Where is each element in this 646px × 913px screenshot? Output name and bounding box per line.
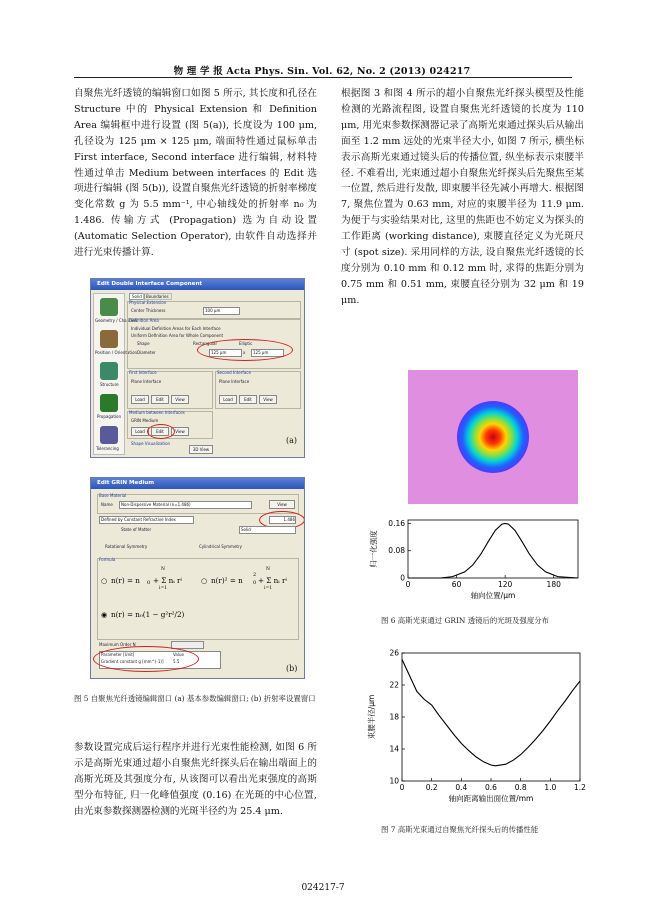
side-item-structure: Structure: [100, 382, 119, 387]
medium-edit-button[interactable]: Edit: [151, 427, 169, 436]
position-icon: [100, 330, 118, 348]
radio-uniform[interactable]: Uniform Definition Area for Whole Component: [131, 333, 224, 338]
gaussian-spot: [457, 401, 529, 473]
fig5a-titlebar: Edit Double Interface Component: [91, 279, 304, 290]
side-item-tolerancing: Tolerancing: [96, 446, 119, 451]
param-column-header: Parameter [Unit]: [101, 652, 135, 657]
y-tick-label: 18: [389, 712, 399, 722]
side-item-geometry: Geometry / Channels: [95, 318, 138, 323]
state-of-matter-label: State of Matter: [121, 527, 152, 532]
second-interface-label: Second Interface: [217, 370, 251, 375]
rotational-symmetry-radio[interactable]: Rotational Symmetry: [105, 544, 148, 549]
param-row-value[interactable]: 5.5: [173, 659, 180, 664]
tab-solid[interactable]: Solid: [129, 293, 145, 300]
shape-elliptic-radio[interactable]: Elliptic: [239, 341, 253, 346]
diameter-y-input[interactable]: 125 μm: [251, 349, 284, 357]
x-tick-label: 0.8: [514, 783, 527, 792]
diameter-x-input[interactable]: 125 μm: [209, 349, 242, 357]
material-view-button[interactable]: View: [269, 500, 295, 509]
right-paragraph-1: 根据图 3 和图 4 所示的超小自聚焦光纤探头模型及性能检测的光路流程图, 设置自聚焦光纤透镜的长度为 110 μm, 用光束参数探测器记录了高斯光束通过探头后从输出面至 1.2 mm 远处的光束半径大小, 如图 7 所示, 横坐标表示高斯光束通过镜头后的传播位置, 纵坐标表示束腰半径. 不难看出, 光束通过超小自聚焦光纤探头后先聚焦至某一位置, 然后进行发散, 即束腰半径先减小再增大. 根据图 7, 聚焦位置为 0.63 mm, 对应的束腰半径为 11.9 μm. 为便于与实验结果对比, 这里的焦距也不妨定义为探头的工作距离 (working distance), 束腰直径定义为光斑尺寸 (spot size). 采用同样的方法, 设自聚焦光纤透镜的长度分别为 0.10 mm 和 0.12 mm 时, 求得的焦距分别为 0.75 mm 和 0.51 mm, 束腰直径分别为 32 μm 和 19 μm.: [341, 88, 584, 306]
definition-area-label: Definition Area: [129, 318, 159, 323]
y-tick-label: 0: [400, 573, 405, 583]
name-label: Name: [101, 502, 113, 507]
page-number: 024217-7: [301, 883, 345, 893]
gaussian-spot-image: [408, 370, 578, 504]
center-thickness-input[interactable]: 100 μm: [203, 307, 240, 315]
x-tick-label: 180: [546, 580, 561, 589]
formula-3-radio-icon[interactable]: ◉: [101, 610, 108, 619]
fig5b-dialog: [90, 477, 305, 679]
side-item-propagation: Propagation: [97, 414, 121, 419]
x-tick-label: 0: [399, 783, 405, 792]
formula-label: Formula: [99, 557, 116, 562]
second-edit-button[interactable]: Edit: [239, 395, 257, 404]
formula-2-sum-top: N: [266, 567, 270, 572]
formula-1-sub: 0: [147, 580, 151, 586]
first-view-button[interactable]: View: [171, 395, 189, 404]
grin-medium-label: GRIN Medium: [131, 418, 159, 423]
x-tick-label: 0.4: [455, 783, 468, 792]
first-edit-button[interactable]: Edit: [151, 395, 169, 404]
x-axis-label: 轴向位置/μm: [470, 591, 516, 600]
center-thickness-label: Center Thickness: [131, 308, 166, 313]
formula-2-sub: 0: [253, 580, 257, 586]
y-tick-label: 0.16: [388, 518, 405, 528]
state-of-matter-select[interactable]: Solid: [239, 526, 296, 534]
fig7-caption: 图 7 高斯光束通过自聚焦光纤探头后的传播性能: [381, 825, 539, 834]
fig6-chart: [364, 504, 584, 614]
left-paragraph-2: 参数设置完成后运行程序并进行光束性能检测, 如图 6 所示是高斯光束通过超小自聚焦光纤探头后在输出端面上的高斯光斑及其强度分布, 从该图可以看出光束强度的高斯型分布特征, 归一化峰值强度 (0.16) 在光斑的中心位置, 由光束参数探测器检测的光斑半径约为 25.4 μm.: [74, 742, 317, 817]
formula-1-sum-top: N: [161, 567, 165, 572]
medium-between-label: Medium between Interfaces: [129, 410, 185, 415]
formula-1-rhs: + Σ nᵢ rⁱ: [153, 576, 182, 585]
defined-by-select[interactable]: Defined by Constant Refractive Index: [99, 516, 194, 524]
structure-icon: [100, 362, 118, 380]
y-tick-label: 22: [389, 680, 399, 690]
index-input[interactable]: 1.486: [269, 516, 296, 524]
x-tick-label: 1.0: [544, 783, 557, 792]
shape-rectangular-radio[interactable]: Rectangular: [193, 341, 218, 346]
second-view-button[interactable]: View: [259, 395, 277, 404]
series-line: [408, 523, 578, 578]
geometry-icon: [100, 298, 118, 316]
plot-frame: [408, 520, 578, 578]
x-tick-label: 0.2: [425, 783, 438, 792]
formula-1-radio-icon[interactable]: ○: [101, 576, 108, 585]
x-tick-label: 1.2: [574, 783, 586, 792]
medium-view-button[interactable]: View: [171, 427, 189, 436]
y-tick-label: 0.08: [388, 546, 405, 556]
left-paragraph-1: 自聚焦光纤透镜的编辑窗口如图 5 所示, 其长度和孔径在 Structure 中的 Physical Extension 和 Definition Area 编辑框中进行设置 (图 5(a)), 长度设为 100 μm, 孔径设为 125 μm × 125 μm, 端面特性通过鼠标单击 First interface, Second interface 进行编辑, 材料特性通过单击 Medium between interfaces 的 Edit 选项进行编辑 (图 5(b)), 设置自聚焦光纤透镜的折射率梯度变化常数 g 为 5.5 mm⁻¹, 中心轴线处的折射率 n₀ 为 1.486. 传输方式 (Propagation) 选为自动设置 (Automatic Selection Operator), 由软件自动选择并进行光束传播计算.: [74, 88, 317, 259]
highlight-oval: [197, 339, 293, 361]
tab-boundaries[interactable]: Boundaries: [143, 293, 172, 300]
y-axis-label: 归一化强度: [369, 530, 378, 568]
fig7-chart: [360, 645, 600, 825]
fig5b-titlebar: Edit GRIN Medium: [91, 478, 304, 489]
fig6-caption: 图 6 高斯光束通过 GRIN 透镜后的光斑及强度分布: [381, 616, 549, 625]
fig5a-tag: (a): [286, 436, 298, 445]
formula-3: n(r) = n₀(1 − g²r²/2): [111, 610, 185, 619]
x-tick-label: 0: [405, 580, 411, 589]
formula-2-radio-icon[interactable]: ○: [201, 576, 208, 585]
series-line: [402, 659, 580, 765]
value-column-header: Value: [173, 652, 184, 657]
running-header: 物 理 学 报 Acta Phys. Sin. Vol. 62, No. 2 (2013) 024217: [173, 66, 471, 77]
x-axis-label: 轴向距离输出面位置/mm: [448, 794, 534, 803]
fig5-caption: 图 5 自聚焦光纤透镜编辑窗口 (a) 基本参数编辑窗口; (b) 折射率设置窗口: [74, 694, 316, 703]
first-load-button[interactable]: Load: [131, 395, 149, 404]
diameter-label: Diameter: [137, 350, 156, 355]
formula-2-lhs: n(r)² = n: [211, 576, 243, 585]
side-item-position: Position / Orientation: [95, 350, 138, 355]
header-rule: [74, 77, 572, 78]
x-tick-label: 120: [497, 580, 513, 589]
y-tick-label: 14: [389, 744, 399, 754]
x-tick-label: 60: [451, 580, 462, 589]
radio-individual[interactable]: Individual Definition Areas for Each Interface: [131, 326, 221, 331]
formula-2-rhs: + Σ nᵢ rⁱ: [258, 576, 287, 585]
y-axis-label: 束腰半径/μm: [367, 694, 376, 740]
material-name-field[interactable]: Non-Dispersive Material (n=1.486): [119, 501, 252, 509]
edit-highlight-oval: [147, 424, 175, 439]
propagation-icon: [100, 394, 118, 412]
diameter-separator: x: [243, 350, 246, 355]
fig5a-dialog: [90, 278, 305, 458]
medium-load-button[interactable]: Load: [131, 427, 149, 436]
physical-extension-label: Physical Extension: [129, 300, 167, 305]
second-load-button[interactable]: Load: [219, 395, 237, 404]
view3d-button[interactable]: 3D View: [189, 445, 213, 454]
formula-2-sum-bottom: i=1: [264, 586, 273, 591]
x-tick-label: 0.6: [485, 783, 497, 792]
second-plane-interface: Plane Interface: [219, 379, 250, 384]
shape-visualization-label: Shape Visualization: [131, 441, 171, 446]
y-tick-label: 26: [389, 648, 399, 658]
fig5b-tag: (b): [286, 664, 298, 673]
formula-1-lhs: n(r) = n: [111, 576, 140, 585]
first-interface-label: First Interface: [129, 370, 157, 375]
formula-1-sum-bottom: i=1: [159, 586, 168, 591]
shape-label: Shape: [137, 341, 150, 346]
first-plane-interface: Plane Interface: [131, 379, 162, 384]
max-order-label: Maximum Order N: [99, 642, 136, 647]
y-tick-label: 10: [389, 776, 399, 786]
base-material-label: Base Material: [99, 493, 127, 498]
formula-2-sup: 2: [253, 572, 257, 578]
tolerancing-icon: [100, 426, 118, 444]
param-highlight-oval: [93, 646, 199, 672]
fig6-figure: [364, 370, 584, 610]
param-row-label: Gradient constant g [mm^(-1)]: [101, 659, 164, 664]
cylindrical-symmetry-radio[interactable]: Cylindrical Symmetry: [199, 544, 242, 549]
